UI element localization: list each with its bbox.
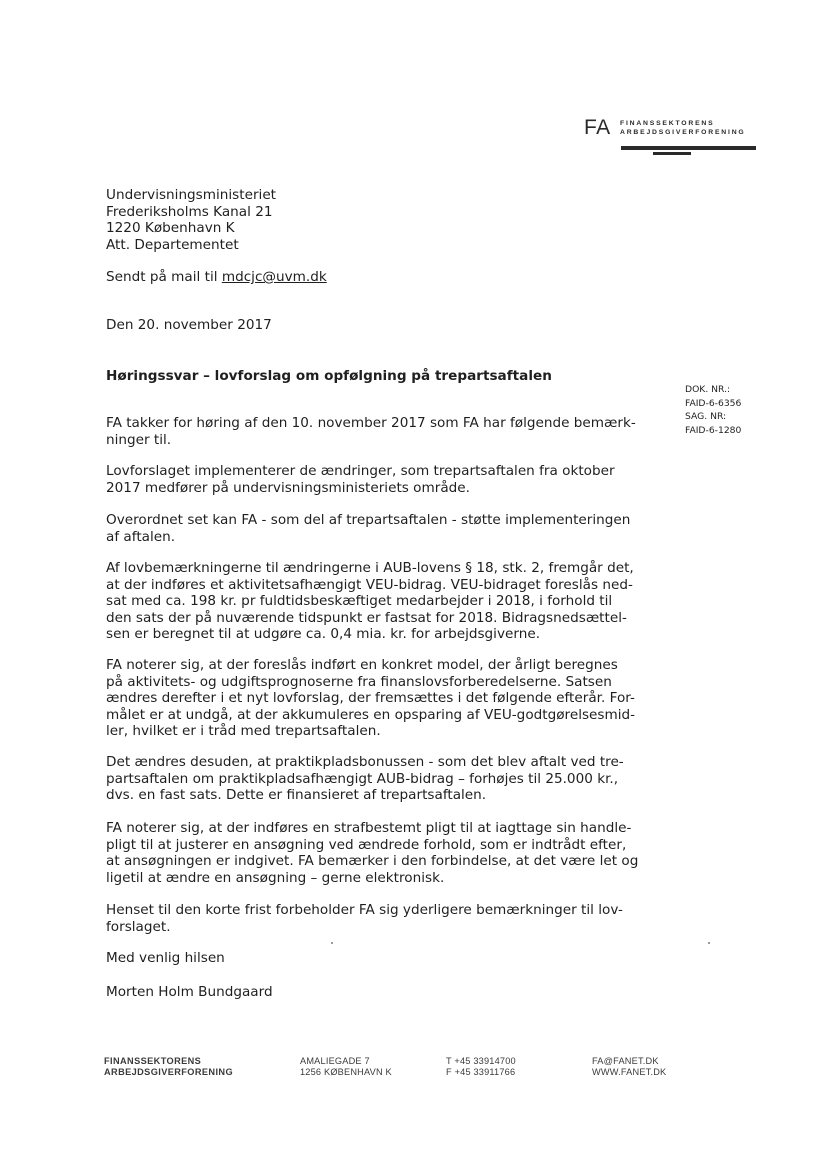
- dok-label: DOK. NR.:: [685, 384, 731, 395]
- logo-abbreviation: FA: [584, 116, 611, 139]
- paragraph-7: [106, 820, 646, 886]
- sent-prefix: Sendt på mail til: [106, 269, 222, 285]
- p3-line: af aftalen.: [106, 528, 176, 545]
- p5-line: på aktivitets- og udgiftsprognoserne fra finanslovsforberedelserne. Satsen: [106, 673, 612, 690]
- scan-speck: [331, 942, 333, 944]
- recipient-line-4: Att. Departementet: [106, 236, 239, 253]
- logo-underline-accent: [653, 152, 691, 155]
- paragraph-8: [106, 902, 646, 935]
- p4-line: den sats der på nuværende tidspunkt er fastsat for 2018. Bidragsnedsættel-: [106, 609, 627, 626]
- p5-line: FA noterer sig, at der foreslås indført en konkret model, der årligt beregnes: [106, 657, 618, 673]
- paragraph-2: [106, 463, 646, 496]
- footer-street: AMALIEGADE 7: [300, 1056, 370, 1066]
- p5-line: målet er at undgå, at der akkumuleres en opsparing af VEU-godtgørelsesmid-: [106, 706, 636, 723]
- logo-line-1: FINANSSEKTORENS: [620, 120, 715, 127]
- footer-phone: T +45 33914700: [446, 1056, 516, 1066]
- signature-name: Morten Holm Bundgaard: [106, 984, 273, 1000]
- logo-organization-name: [620, 119, 746, 137]
- p2-line: Lovforslaget implementerer de ændringer, som trepartsaftalen fra oktober: [106, 463, 615, 479]
- logo-underline: [621, 146, 756, 150]
- closing: Med venlig hilsen: [106, 950, 225, 966]
- sent-by-mail: [106, 269, 327, 286]
- sag-label: SAG. NR:: [685, 411, 727, 423]
- recipient-address: [106, 187, 276, 253]
- footer-email: FA@FANET.DK: [592, 1056, 659, 1066]
- footer-city: 1256 KØBENHAVN K: [300, 1067, 392, 1078]
- footer-fax: F +45 33911766: [446, 1067, 516, 1078]
- footer-web-contact: [592, 1056, 666, 1079]
- p7-line: FA noterer sig, at der indføres en strafbestemt pligt til at iagttage sin handle-: [106, 820, 632, 836]
- footer-contact-numbers: [446, 1056, 516, 1079]
- p8-line: Henset til den korte frist forbeholder FA sig yderligere bemærkninger til lov-: [106, 902, 623, 918]
- p7-line: pligt til at justerer en ansøgning ved ændrede forhold, som er indtrådt efter,: [106, 836, 627, 853]
- paragraph-3: [106, 512, 646, 545]
- footer-org-line-2: ARBEJDSGIVERFORENING: [104, 1067, 233, 1078]
- logo-line-2: ARBEJDSGIVERFORENING: [620, 129, 746, 136]
- p5-line: ændres derefter i et nyt lovforslag, der fremsættes i det følgende efterår. For-: [106, 690, 635, 707]
- paragraph-6: [106, 754, 646, 804]
- p6-line: partsaftalen om praktikpladsafhængigt AUB-bidrag – forhøjes til 25.000 kr.,: [106, 770, 619, 787]
- letter-subject: Høringssvar – lovforslag om opfølgning på trepartsaftalen: [106, 368, 552, 384]
- footer-organization: [104, 1056, 233, 1079]
- paragraph-4: [106, 560, 646, 643]
- reference-numbers: [685, 383, 741, 437]
- recipient-email-link[interactable]: mdcjc@uvm.dk: [221, 269, 327, 285]
- p8-line: forslaget.: [106, 918, 171, 935]
- p4-line: at der indføres et aktivitetsafhængigt VEU-bidrag. VEU-bidraget foreslås ned-: [106, 576, 633, 593]
- paragraph-1: [106, 415, 646, 448]
- p4-line: Af lovbemærkningerne til ændringerne i AUB-lovens § 18, stk. 2, fremgår det,: [106, 560, 634, 576]
- recipient-line-3: 1220 København K: [106, 220, 235, 237]
- p6-line: dvs. en fast sats. Dette er finansieret af trepartsaftalen.: [106, 787, 487, 804]
- p1-line: FA takker for høring af den 10. november 2017 som FA har følgende bemærk-: [106, 415, 636, 431]
- p4-line: sen er beregnet til at udgøre ca. 0,4 mia. kr. for arbejdsgiverne.: [106, 626, 541, 643]
- p1-line: ninger til.: [106, 431, 172, 448]
- recipient-line-1: Undervisningsministeriet: [106, 187, 277, 203]
- p6-line: Det ændres desuden, at praktikpladsbonussen - som det blev aftalt ved tre-: [106, 754, 624, 770]
- letter-date: Den 20. november 2017: [106, 317, 272, 333]
- p2-line: 2017 medfører på undervisningsministeriets område.: [106, 479, 470, 496]
- p7-line: at ansøgningen er indgivet. FA bemærker i den forbindelse, at det være let og: [106, 853, 639, 870]
- dok-value: FAID-6-6356: [685, 397, 742, 409]
- footer-address: [300, 1056, 392, 1079]
- p7-line: ligetil at ændre en ansøgning – gerne elektronisk.: [106, 869, 445, 886]
- p4-line: sat med ca. 198 kr. pr fuldtidsbeskæftiget medarbejder i 2018, i forhold til: [106, 593, 613, 610]
- sag-value: FAID-6-1280: [685, 424, 742, 436]
- p5-line: ler, hvilket er i tråd med trepartsaftalen.: [106, 723, 381, 740]
- footer-website: WWW.FANET.DK: [592, 1067, 667, 1078]
- recipient-line-2: Frederiksholms Kanal 21: [106, 203, 273, 220]
- p3-line: Overordnet set kan FA - som del af trepartsaftalen - støtte implementeringen: [106, 512, 631, 528]
- footer-org-line-1: FINANSSEKTORENS: [104, 1056, 202, 1066]
- paragraph-5: [106, 657, 646, 740]
- scan-speck: [708, 942, 710, 944]
